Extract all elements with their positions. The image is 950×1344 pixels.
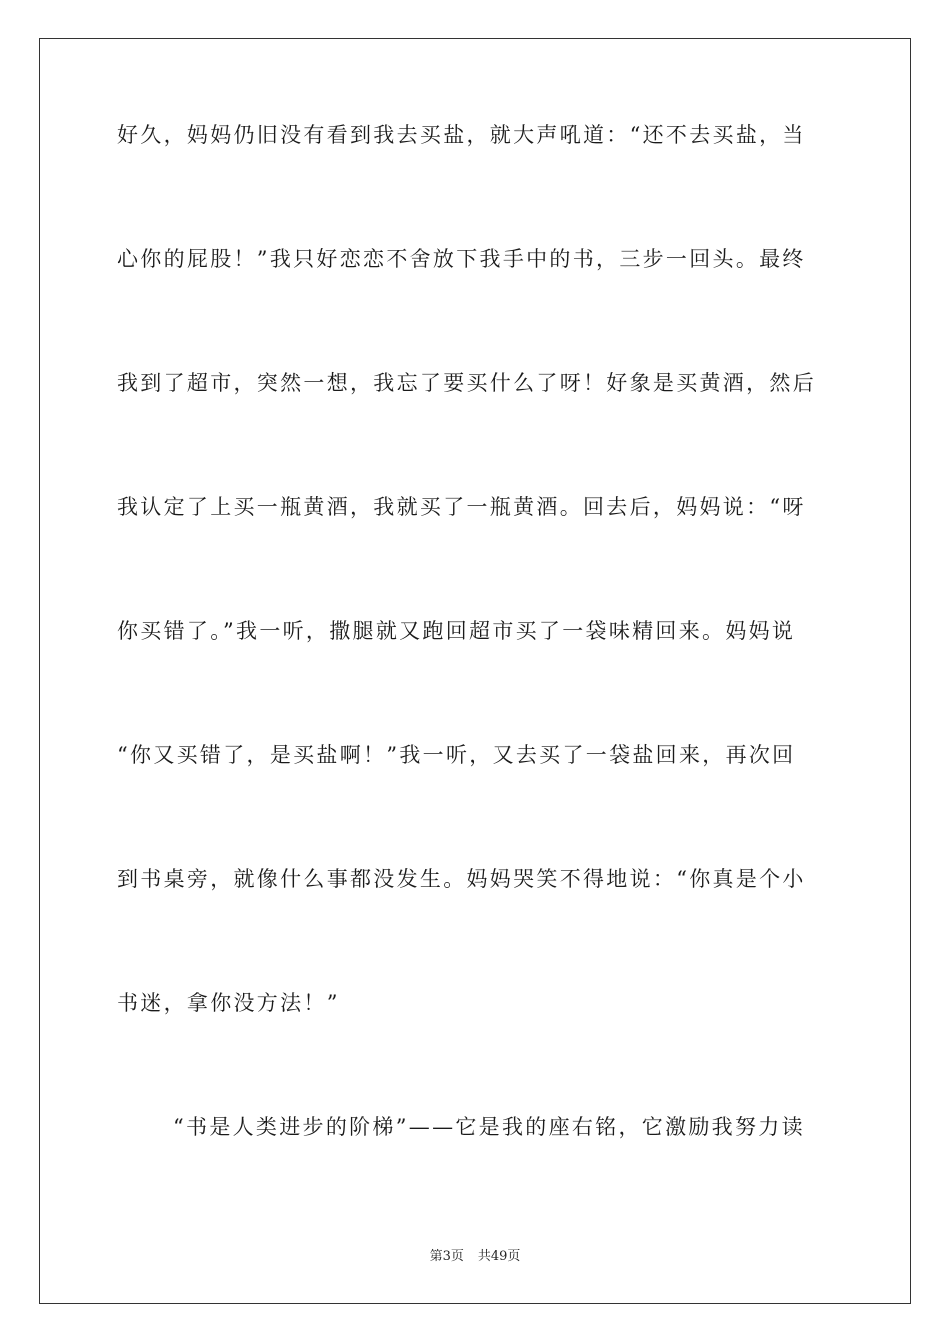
page-footer bbox=[0, 1245, 950, 1264]
text-line: 书迷，拿你没方法！” bbox=[117, 991, 340, 1015]
text-line: “你又买错了，是买盐啊！”我一听，又去买了一袋盐回来，再次回 bbox=[117, 743, 796, 767]
text-line: 好久，妈妈仍旧没有看到我去买盐，就大声吼道：“还不去买盐，当 bbox=[117, 123, 806, 147]
page-number: 第3页 bbox=[429, 1249, 464, 1264]
text-line: 我到了超市，突然一想，我忘了要买什么了呀！好象是买黄酒，然后 bbox=[117, 371, 816, 395]
text-line: 你买错了。”我一听，撒腿就又跑回超市买了一袋味精回来。妈妈说 bbox=[117, 619, 796, 643]
text-line-indented: “书是人类进步的阶梯”——它是我的座右铭，它激励我努力读 bbox=[173, 1115, 805, 1139]
text-line: 心你的屁股！”我只好恋恋不舍放下我手中的书，三步一回头。最终 bbox=[117, 247, 806, 271]
page-total: 共49页 bbox=[477, 1249, 521, 1264]
text-line: 到书桌旁，就像什么事都没发生。妈妈哭笑不得地说：“你真是个小 bbox=[117, 867, 806, 891]
text-line: 我认定了上买一瓶黄酒，我就买了一瓶黄酒。回去后，妈妈说：“呀 bbox=[117, 495, 806, 519]
